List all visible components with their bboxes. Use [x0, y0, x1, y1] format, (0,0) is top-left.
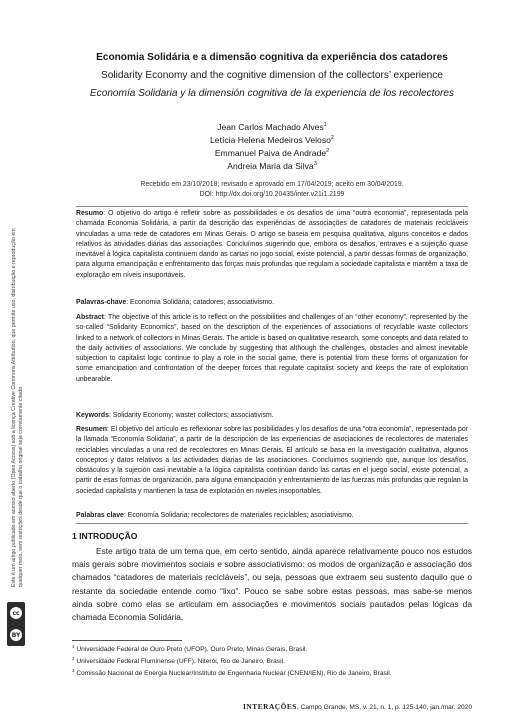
resumen-block — [76, 425, 468, 497]
footnote-3: $^3$ Comissão Nacional de Energia Nuclear/Instituto de Engenharia Nuclear (CNEN/IEN), Rio de Janeiro, Brasil. — [72, 668, 392, 678]
author-1: Jean Carlos Machado Alves$^1$ — [217, 122, 327, 132]
title-english: Solidarity Economy and the cognitive dimension of the collectors’ experience — [101, 70, 443, 81]
cc-icon: cc — [10, 607, 22, 619]
journal-footer — [72, 702, 472, 711]
footnote-2: $^2$ Universidade Federal Fluminense (UFF), Niterói, Rio de Janeiro, Brasil. — [72, 656, 285, 666]
journal-brand: INTERAÇÕES — [243, 702, 297, 711]
title-portuguese: Economia Solidária e a dimensão cognitiva da experiência dos catadores — [96, 52, 448, 63]
author-4: Andreia Maria da Silva$^3$ — [227, 161, 317, 171]
license-notice: Este é um artigo publicado em acesso aberto (Open Access) sob a licença Creative Commons Attribution, que permite uso, distribuição e reprodução em qualquer meio, sem restrições desde que o trabalho original seja corretamente citado. — [10, 228, 24, 588]
abstract-bottom-rule — [76, 523, 468, 524]
resumo-block — [76, 209, 468, 281]
footnote-1: $^1$ Universidade Federal de Ouro Preto (UFOP), Ouro Preto, Minas Gerais, Brasil. — [72, 644, 308, 654]
palabras-clave: Palabras clave: Economía Solidaria; recolectores de materiales reciclables; asociativismo. — [76, 512, 354, 519]
author-3: Emmanuel Paiva de Andrade$^2$ — [214, 148, 330, 158]
resumen-text: : El objetivo del artículo es reflexionar sobre las posibilidades y los desafíos de una “otra economía”, representada por la llamada “Economía Solidaria”, a partir de la descripción de las experiencias de asociaciones de recolectores de materiales reciclables vinculadas a una red de recolectores en Minas Gerais. El artículo se basa en la investigación cualitativa, algunos conceptos y datos relativos a las actividades diarias de las asociaciones. Concluimos sugiriendo que, aunque los desafíos, obstáculos y la sujeción casi inevitable a la lógica capitalista continúan dando las cartas en el juego social, existe potencial, a partir de esas formas de organización, para alguna emancipación y enfrentamiento de las fuerzas más profundas que regulan la sociedad capitalista y mantienen la tasa de explotación en niveles insoportables. — [76, 426, 468, 495]
abstract-label: Abstract — [76, 314, 104, 321]
intro-paragraph: Este artigo trata de um tema que, em certo sentido, ainda aparece relativamente pouco nos estudos mais gerais sobre movimentos sociais e sobre associativismo: os modos de organização e associação dos chamados “catadores de materiais recicláveis”, ou seja, pessoas que extraem seu sustento daquilo que o restante da sociedade entende como “lixo”. Pouco se sabe sobre estas pessoas, mas sabe-se menos ainda sobre como elas se articulam em associações e movimentos sociais pautados pelas lógicas da chamada Economia Solidária. — [72, 546, 472, 623]
journal-citation: , Campo Grande, MS, v. 21, n. 1, p. 125-140, jan./mar. 2020 — [296, 704, 472, 711]
abstract-block — [76, 313, 468, 385]
submission-dates: Recebido em 23/10/2018; revisado e aprovado em 17/04/2019; aceito em 30/04/2019. — [140, 181, 404, 188]
resumo-label: Resumo — [76, 210, 104, 217]
palavras-chave: Palavras-chave: Economia Solidária; catadores; associativismo. — [76, 299, 275, 306]
resumen-label: Resumen — [76, 426, 108, 433]
by-icon: BY — [10, 629, 22, 641]
abstract-top-rule — [76, 206, 468, 207]
doi-link[interactable]: DOI: http://dx.doi.org/10.20435/inter.v21i1.2199 — [199, 191, 345, 198]
keywords: Keywords: Solidarity Economy; waster collectors; associativism. — [76, 412, 274, 419]
resumo-text: : O objetivo do artigo é refletir sobre as possibilidades e os desafios de uma “outra economia”, representada pela chamada Economia Solidária, a partir da descrição das experiências de associações de catadores de materiais recicláveis vinculadas a uma rede de catadores em Minas Gerais. O artigo se baseia em pesquisa qualitativa, alguns conceitos e dados relativos às atividades diárias das associações. Concluímos sugerindo que, embora os desafios, entraves e a sujeição quase inevitável à lógica capitalista continuem dando as cartas no jogo social, existe potencial, a partir dessas formas de organização, para alguma emancipação e enfrentamento das forças mais profundas que regulam a sociedade capitalista e mantêm a taxa de exploração em níveis insuportáveis. — [76, 210, 468, 279]
title-spanish: Economía Solidaria y la dimensión cognitiva de la experiencia de los recolectores — [89, 88, 455, 99]
author-2: Letícia Helena Medeiros Veloso$^2$ — [210, 135, 334, 145]
abstract-text: : The objective of this article is to reflect on the possibilities and challenges of an “other economy”, represented by the so-called “Solidarity Economics”, based on the description of the experiences of associations of recyclable waste collectors linked to a network of collectors in Minas Gerais. The article is based on qualitative research, some concepts and data related to the daily activities of associations. We conclude by suggesting that although the challenges, obstacles and almost inevitable subjection to capitalist logic continue to play a role in the social game, there is potential from these forms of organization for some emancipation and confrontation of the deeper forces that regulate capitalist society and keeps the rate of exploitation unbearable. — [76, 314, 468, 383]
license-sidebar — [4, 200, 34, 610]
section-heading: 1 INTRODUÇÃO — [72, 531, 138, 541]
footnote-rule — [72, 640, 182, 641]
creative-commons-badge[interactable] — [7, 602, 25, 646]
